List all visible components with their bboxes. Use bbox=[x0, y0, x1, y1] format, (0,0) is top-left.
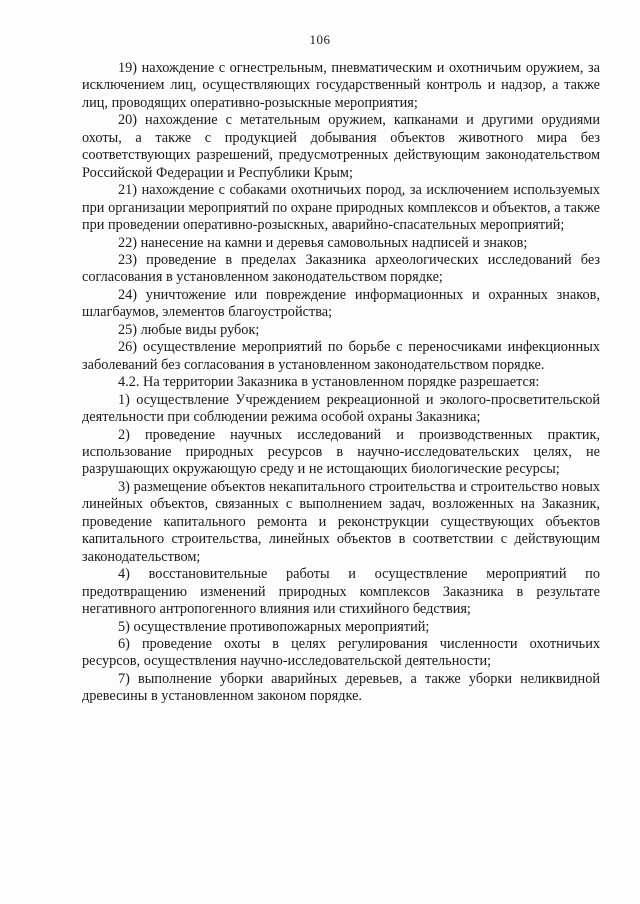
section-heading-4-2: 4.2. На территории Заказника в установленном порядке разрешается: bbox=[118, 374, 540, 391]
paragraph-item-20: 20) нахождение с метательным оружием, капканами и другими орудиями охоты, а также с продукцией добывания объектов животного мира без соответствующих разрешений, предусмотренных действующим законодательством Российской Федерации и Республики Крым; bbox=[82, 112, 600, 181]
paragraph-item-25: 25) любые виды рубок; bbox=[118, 321, 260, 338]
paragraph-allowed-4: 4) восстановительные работы и осуществление мероприятий по предотвращению изменений природных комплексов Заказника в результате негативного антропогенного влияния или стихийного бедствия; bbox=[82, 566, 600, 618]
page-number: 106 bbox=[309, 32, 331, 47]
paragraph-allowed-7: 7) выполнение уборки аварийных деревьев, а также уборки неликвидной древесины в установленном законом порядке. bbox=[82, 670, 600, 705]
paragraph-item-19: 19) нахождение с огнестрельным, пневматическим и охотничьим оружием, за исключением лиц, осуществляющих государственный контроль и надзор, а также лиц, проводящих оперативно-розыскные мероприятия; bbox=[82, 60, 600, 111]
paragraph-item-26: 26) осуществление мероприятий по борьбе с переносчиками инфекционных заболеваний без согласования в установленном законодательством порядке. bbox=[82, 339, 600, 373]
paragraph-allowed-1: 1) осуществление Учреждением рекреационной и эколого-просветительской деятельности при соблюдении режима особой охраны Заказника; bbox=[82, 391, 600, 426]
paragraph-allowed-6: 6) проведение охоты в целях регулирования численности охотничьих ресурсов, осуществления научно-исследовательской деятельности; bbox=[82, 635, 600, 670]
paragraph-item-22: 22) нанесение на камни и деревья самовольных надписей и знаков; bbox=[118, 234, 528, 251]
paragraph-allowed-3: 3) размещение объектов некапитального строительства и строительство новых линейных объектов, связанных с выполнением задач, возложенных на Заказник, проведение капитального ремонта и реконструкции существующих объектов капитального строительства, линейных объектов в соответствии с действующим законодательством; bbox=[82, 478, 600, 565]
paragraph-item-24: 24) уничтожение или повреждение информационных и охранных знаков, шлагбаумов, элементов благоустройства; bbox=[82, 286, 600, 321]
paragraph-allowed-5: 5) осуществление противопожарных мероприятий; bbox=[118, 618, 430, 635]
paragraph-item-23: 23) проведение в пределах Заказника археологических исследований без согласования в установленном законодательством порядке; bbox=[82, 251, 600, 286]
document-body bbox=[82, 60, 600, 706]
paragraph-allowed-2: 2) проведение научных исследований и производственных практик, использование природных ресурсов в научно-исследовательских целях, не разрушающих окружающую среду и не истощающих биологические ресурсы; bbox=[82, 426, 600, 478]
paragraph-item-21: 21) нахождение с собаками охотничьих пород, за исключением используемых при организации мероприятий по охране природных комплексов и объектов, а также при проведении оперативно-розыскных, аварийно-спасательных мероприятий; bbox=[82, 182, 600, 234]
